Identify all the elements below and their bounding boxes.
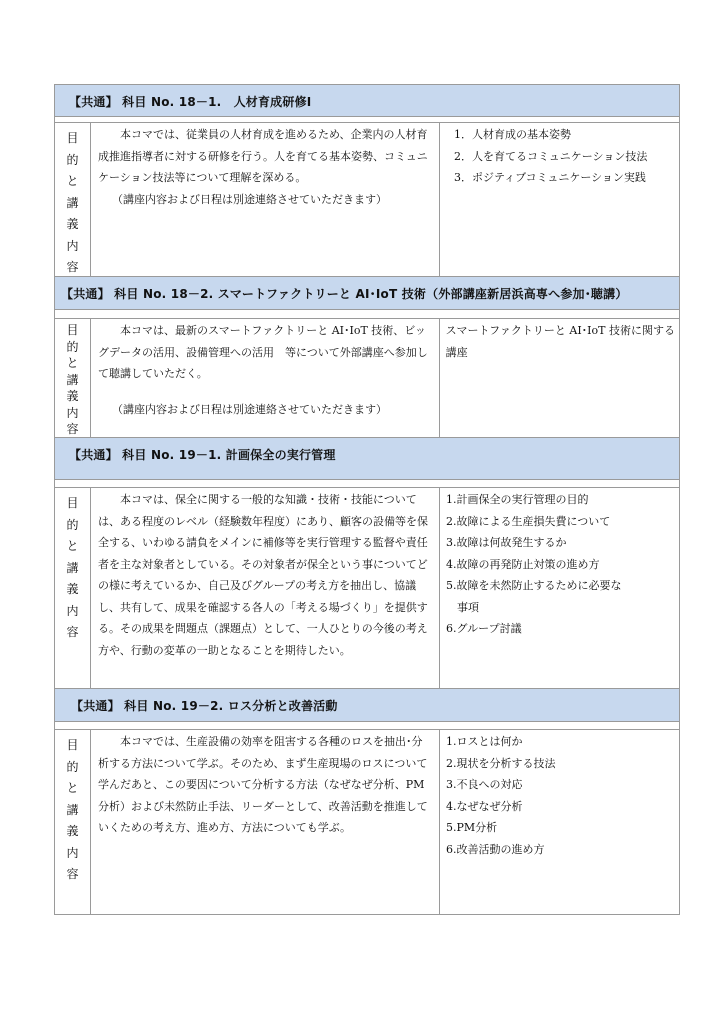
section-title: 【共通】 科目 No. 19－2. ロス分析と改善活動: [55, 689, 679, 722]
purpose-label: 目 的 と 講 義 内 容: [55, 319, 91, 437]
course-description: 本コマでは、生産設備の効率を阻害する各種のロスを抽出･分析する方法について学ぶ。そのため、まず生産現場のロスについて学んだあと、この要因について分析する方法（なぜなぜ分析、PM分析）および未然防止手法、リーダーとして、改善活動を推進していくための考え方、進め方、方法についても学ぶ。: [91, 730, 440, 914]
topic-list: [440, 488, 679, 688]
topic-item: 3．ポジティブコミュニケーション実践: [454, 171, 646, 184]
topic-list: [440, 123, 679, 276]
topic-item: 3.故障は何故発生するか: [446, 536, 567, 549]
topic-item: 4.なぜなぜ分析: [446, 799, 523, 813]
topic-item: 5.故障を未然防止するために必要な: [446, 579, 622, 592]
course-description: 本コマは、保全に関する一般的な知識・技術・技能については、ある程度のレベル（経験数年程度）にあり、顧客の設備等を保全する、いわゆる請負をメインに補修等を実行管理する監督や責任者を主な対象者としている。その対象者が保全という事についてどの様に考えているか、自己及びグループの考え方を抽出し、協議し、共有して、成果を確認する各人の「考える場づくり」を提供する。その成果を問題点（課題点）として、一人ひとりの今後の考え方や、行動の変革の一助となることを期待したい。: [91, 488, 440, 688]
section-title: 【共通】 科目 No. 18－2. スマートファクトリーと AI･IoT 技術（外部講座新居浜高専へ参加･聴講）: [55, 277, 679, 310]
topic-item: 5.PM分析: [446, 821, 498, 834]
topic-item: 2.現状を分析する技法: [446, 756, 556, 770]
purpose-label: 目 的 と 講 義 内 容: [55, 488, 91, 688]
topic-item: スマートファクトリーと AI･IoT 技術に関する: [445, 324, 675, 337]
course-description: 本コマでは、従業員の人材育成を進めるため、企業内の人材育成推進指導者に対する研修を行う。人を育てる基本姿勢、コミュニケーション技法等について理解を深める。 （講座内容および日程は別途連絡させていただきます）: [91, 123, 440, 276]
purpose-label: 目 的 と 講 義 内 容: [55, 730, 91, 914]
topic-item: 講座: [445, 345, 468, 359]
course-description: 本コマは、最新のスマートファクトリーと AI･IoT 技術、ビッグデータの活用、設備管理への活用 等について外部講座へ参加して聴講していただく。 （講座内容および日程は別途連絡させていただきます）: [91, 319, 440, 437]
topic-item: 1．人材育成の基本姿勢: [454, 128, 571, 141]
topic-item: 4.故障の再発防止対策の進め方: [446, 557, 600, 571]
spacer: [54, 722, 680, 729]
topic-item: 6.グループ討議: [446, 622, 522, 635]
section-title: 【共通】 科目 No. 18－1. 人材育成研修Ⅰ: [55, 84, 679, 117]
course-table: [54, 84, 680, 915]
topic-list: [440, 319, 679, 437]
section-title: 【共通】 科目 No. 19－1. 計画保全の実行管理: [55, 438, 679, 480]
topic-list: [440, 730, 679, 914]
spacer: [54, 480, 680, 487]
spacer: [54, 310, 680, 318]
topic-item: 1.計画保全の実行管理の目的: [446, 493, 589, 506]
course-section: [54, 277, 680, 438]
topic-item: 事項: [446, 600, 479, 614]
topic-item: 6.改善活動の進め方: [446, 842, 545, 856]
topic-item: 2.故障による生産損失費について: [446, 514, 611, 528]
course-section: [54, 84, 680, 277]
course-section: [54, 438, 680, 689]
topic-item: 2．人を育てるコミュニケーション技法: [454, 149, 648, 163]
topic-item: 3.不良への対応: [446, 778, 523, 791]
topic-item: 1.ロスとは何か: [446, 735, 523, 748]
course-section: [54, 689, 680, 915]
purpose-label: 目 的 と 講 義 内 容: [55, 123, 91, 276]
